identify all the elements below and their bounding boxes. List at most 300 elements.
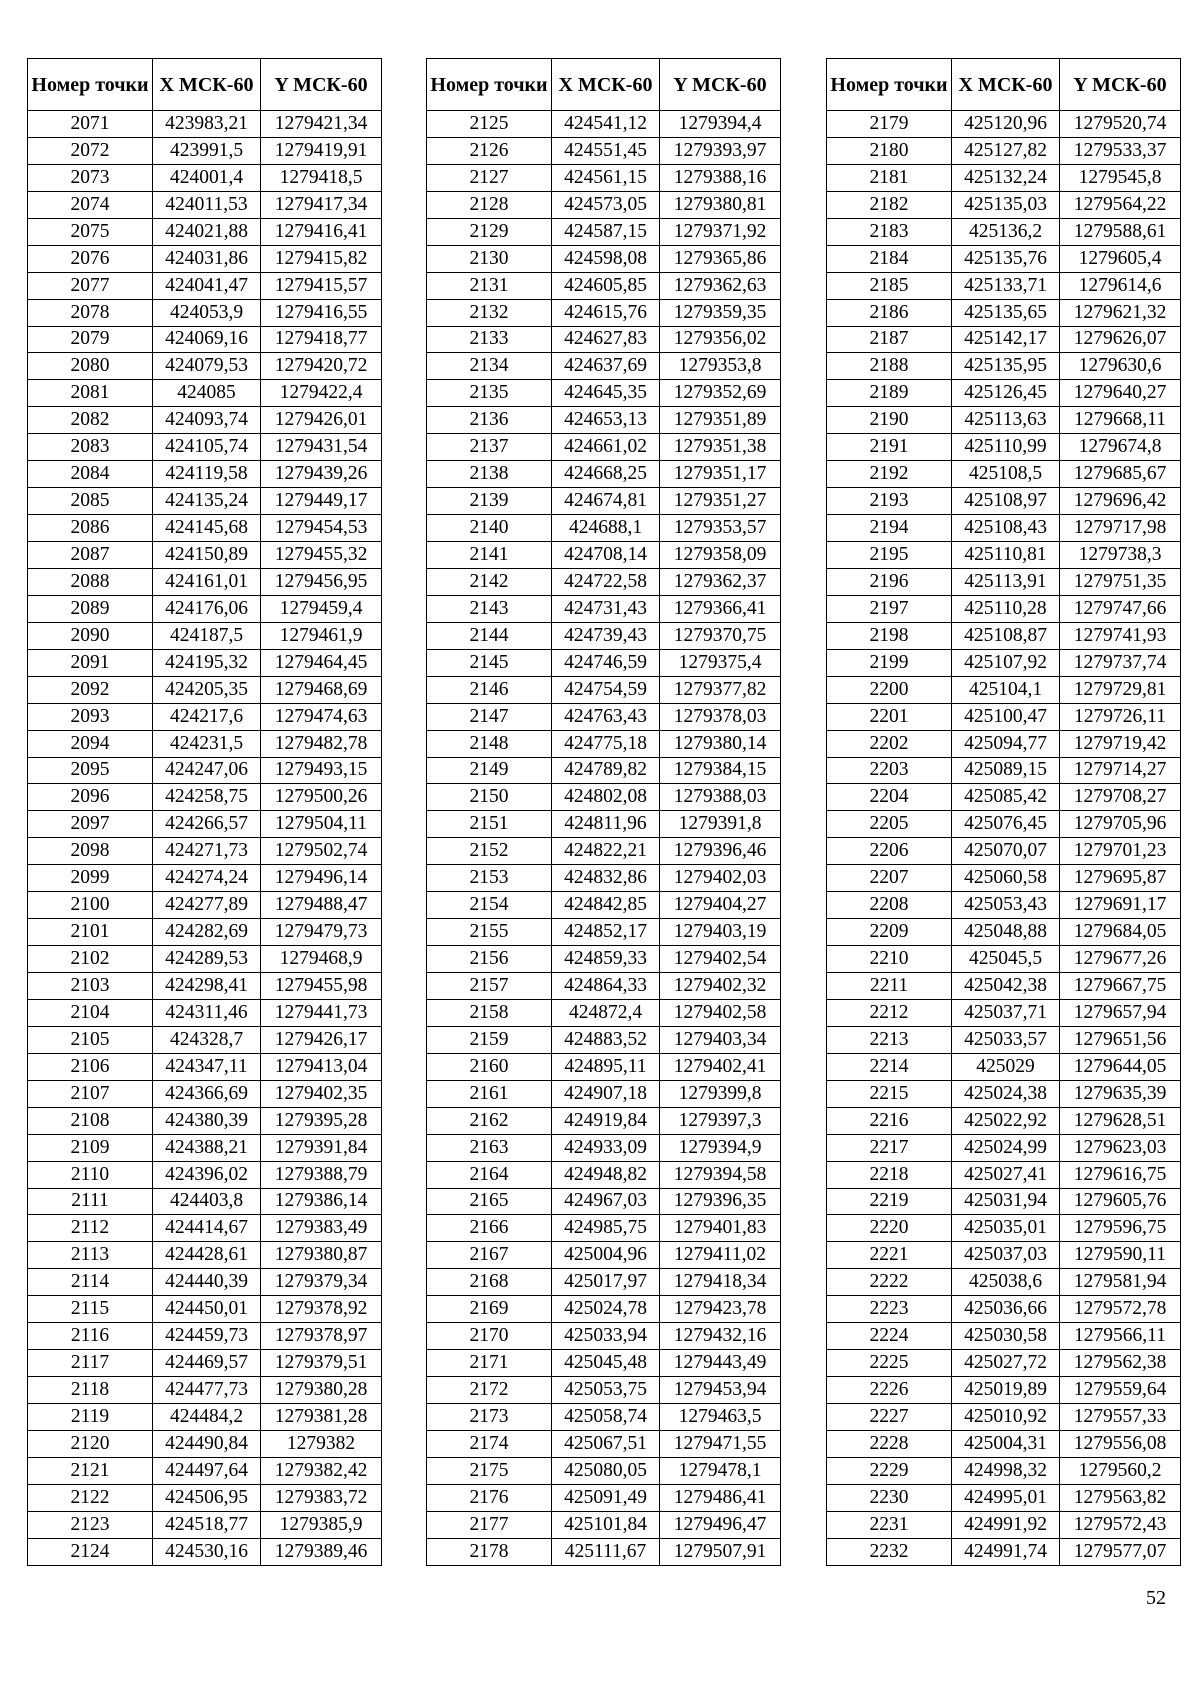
- y-coordinate-cell: 1279623,03: [1060, 1134, 1181, 1161]
- x-coordinate-cell: 425004,96: [552, 1242, 660, 1269]
- y-coordinate-cell: 1279378,92: [261, 1296, 382, 1323]
- x-coordinate-cell: 424587,15: [552, 218, 660, 245]
- point-number-cell: 2144: [427, 622, 552, 649]
- table-row: [427, 191, 781, 218]
- x-coordinate-cell: 425031,94: [952, 1188, 1060, 1215]
- table-row: [827, 676, 1181, 703]
- point-number-cell: 2195: [827, 542, 952, 569]
- y-coordinate-cell: 1279353,8: [660, 353, 781, 380]
- table-row: [28, 919, 382, 946]
- point-number-cell: 2202: [827, 730, 952, 757]
- point-number-cell: 2079: [28, 326, 153, 353]
- table-row: [28, 380, 382, 407]
- table-row: [427, 649, 781, 676]
- x-coordinate-cell: 424079,53: [153, 353, 261, 380]
- point-number-cell: 2083: [28, 434, 153, 461]
- y-coordinate-cell: 1279418,5: [261, 164, 382, 191]
- x-coordinate-cell: 424895,11: [552, 1053, 660, 1080]
- table-row: [28, 434, 382, 461]
- y-coordinate-cell: 1279464,45: [261, 649, 382, 676]
- point-number-cell: 2139: [427, 488, 552, 515]
- table-row: [28, 676, 382, 703]
- x-coordinate-cell: 425037,71: [952, 999, 1060, 1026]
- coordinate-table-2: [426, 58, 781, 1566]
- point-number-cell: 2210: [827, 946, 952, 973]
- x-coordinate-cell: 424872,4: [552, 999, 660, 1026]
- point-number-cell: 2147: [427, 703, 552, 730]
- table-row: [427, 272, 781, 299]
- x-coordinate-cell: 424396,02: [153, 1161, 261, 1188]
- table-row: [827, 1430, 1181, 1457]
- x-coordinate-cell: 425038,6: [952, 1269, 1060, 1296]
- y-coordinate-cell: 1279533,37: [1060, 137, 1181, 164]
- table-row: [827, 946, 1181, 973]
- y-coordinate-cell: 1279701,23: [1060, 838, 1181, 865]
- y-coordinate-cell: 1279394,4: [660, 111, 781, 138]
- table-row: [427, 380, 781, 407]
- x-coordinate-cell: 424403,8: [153, 1188, 261, 1215]
- table-row: [427, 1107, 781, 1134]
- table-row: [28, 1296, 382, 1323]
- table-row: [427, 1377, 781, 1404]
- x-coordinate-cell: 424919,84: [552, 1107, 660, 1134]
- table-row: [427, 1215, 781, 1242]
- point-number-cell: 2196: [827, 568, 952, 595]
- y-coordinate-cell: 1279358,09: [660, 542, 781, 569]
- table-row: [827, 1134, 1181, 1161]
- table-row: [28, 1188, 382, 1215]
- point-number-cell: 2132: [427, 299, 552, 326]
- point-number-cell: 2072: [28, 137, 153, 164]
- table-row: [427, 622, 781, 649]
- table-row: [427, 595, 781, 622]
- x-coordinate-cell: 425027,41: [952, 1161, 1060, 1188]
- y-coordinate-cell: 1279394,58: [660, 1161, 781, 1188]
- x-coordinate-cell: 424428,61: [153, 1242, 261, 1269]
- table-row: [827, 649, 1181, 676]
- x-coordinate-cell: 424311,46: [153, 999, 261, 1026]
- y-coordinate-cell: 1279738,3: [1060, 542, 1181, 569]
- y-coordinate-cell: 1279496,14: [261, 865, 382, 892]
- y-coordinate-cell: 1279402,03: [660, 865, 781, 892]
- x-coordinate-cell: 424347,11: [153, 1053, 261, 1080]
- y-coordinate-cell: 1279403,19: [660, 919, 781, 946]
- x-coordinate-cell: 423983,21: [153, 111, 261, 138]
- table-row: [827, 272, 1181, 299]
- x-coordinate-cell: 424150,89: [153, 542, 261, 569]
- point-number-cell: 2200: [827, 676, 952, 703]
- y-coordinate-cell: 1279388,16: [660, 164, 781, 191]
- x-coordinate-cell: 424907,18: [552, 1080, 660, 1107]
- table-row: [28, 1269, 382, 1296]
- y-coordinate-cell: 1279384,15: [660, 757, 781, 784]
- point-number-cell: 2141: [427, 542, 552, 569]
- x-coordinate-cell: 424674,81: [552, 488, 660, 515]
- point-number-cell: 2102: [28, 946, 153, 973]
- x-coordinate-cell: 424176,06: [153, 595, 261, 622]
- point-number-cell: 2094: [28, 730, 153, 757]
- point-number-cell: 2216: [827, 1107, 952, 1134]
- table-row: [28, 326, 382, 353]
- point-number-cell: 2222: [827, 1269, 952, 1296]
- table-row: [28, 137, 382, 164]
- table-header-row: [827, 59, 1181, 111]
- table-row: [28, 811, 382, 838]
- y-coordinate-cell: 1279621,32: [1060, 299, 1181, 326]
- x-coordinate-cell: 424366,69: [153, 1080, 261, 1107]
- table-row: [827, 164, 1181, 191]
- y-coordinate-cell: 1279378,97: [261, 1323, 382, 1350]
- table-row: [427, 676, 781, 703]
- point-number-cell: 2185: [827, 272, 952, 299]
- point-number-cell: 2142: [427, 568, 552, 595]
- y-coordinate-cell: 1279389,46: [261, 1538, 382, 1565]
- point-number-cell: 2209: [827, 919, 952, 946]
- y-coordinate-cell: 1279463,5: [660, 1404, 781, 1431]
- point-number-cell: 2073: [28, 164, 153, 191]
- table-row: [427, 245, 781, 272]
- table-row: [28, 1026, 382, 1053]
- header-y: Y МСК-60: [261, 59, 382, 111]
- table-row: [28, 865, 382, 892]
- table-row: [427, 1080, 781, 1107]
- table-header-row: [427, 59, 781, 111]
- point-number-cell: 2190: [827, 407, 952, 434]
- x-coordinate-cell: 424069,16: [153, 326, 261, 353]
- x-coordinate-cell: 424615,76: [552, 299, 660, 326]
- y-coordinate-cell: 1279564,22: [1060, 191, 1181, 218]
- x-coordinate-cell: 425135,65: [952, 299, 1060, 326]
- y-coordinate-cell: 1279431,54: [261, 434, 382, 461]
- y-coordinate-cell: 1279556,08: [1060, 1430, 1181, 1457]
- table-row: [427, 1430, 781, 1457]
- page-number: 52: [1146, 1587, 1166, 1609]
- table-row: [427, 1242, 781, 1269]
- y-coordinate-cell: 1279382: [261, 1430, 382, 1457]
- y-coordinate-cell: 1279626,07: [1060, 326, 1181, 353]
- point-number-cell: 2177: [427, 1511, 552, 1538]
- table-row: [827, 407, 1181, 434]
- x-coordinate-cell: 424053,9: [153, 299, 261, 326]
- table-row: [427, 730, 781, 757]
- x-coordinate-cell: 424021,88: [153, 218, 261, 245]
- x-coordinate-cell: 425094,77: [952, 730, 1060, 757]
- point-number-cell: 2082: [28, 407, 153, 434]
- x-coordinate-cell: 424011,53: [153, 191, 261, 218]
- y-coordinate-cell: 1279351,89: [660, 407, 781, 434]
- y-coordinate-cell: 1279381,28: [261, 1404, 382, 1431]
- y-coordinate-cell: 1279382,42: [261, 1457, 382, 1484]
- y-coordinate-cell: 1279351,38: [660, 434, 781, 461]
- x-coordinate-cell: 424205,35: [153, 676, 261, 703]
- table-row: [827, 1511, 1181, 1538]
- x-coordinate-cell: 424802,08: [552, 784, 660, 811]
- y-coordinate-cell: 1279402,41: [660, 1053, 781, 1080]
- table-row: [827, 218, 1181, 245]
- table-row: [427, 973, 781, 1000]
- y-coordinate-cell: 1279352,69: [660, 380, 781, 407]
- point-number-cell: 2143: [427, 595, 552, 622]
- y-coordinate-cell: 1279486,41: [660, 1484, 781, 1511]
- table-row: [827, 811, 1181, 838]
- x-coordinate-cell: 425070,07: [952, 838, 1060, 865]
- table-row: [827, 1107, 1181, 1134]
- point-number-cell: 2078: [28, 299, 153, 326]
- header-y: Y МСК-60: [660, 59, 781, 111]
- point-number-cell: 2159: [427, 1026, 552, 1053]
- point-number-cell: 2183: [827, 218, 952, 245]
- y-coordinate-cell: 1279413,04: [261, 1053, 382, 1080]
- point-number-cell: 2149: [427, 757, 552, 784]
- point-number-cell: 2076: [28, 245, 153, 272]
- x-coordinate-cell: 424266,57: [153, 811, 261, 838]
- point-number-cell: 2150: [427, 784, 552, 811]
- table-row: [427, 568, 781, 595]
- y-coordinate-cell: 1279478,1: [660, 1457, 781, 1484]
- y-coordinate-cell: 1279605,76: [1060, 1188, 1181, 1215]
- point-number-cell: 2194: [827, 515, 952, 542]
- x-coordinate-cell: 424328,7: [153, 1026, 261, 1053]
- x-coordinate-cell: 425024,99: [952, 1134, 1060, 1161]
- y-coordinate-cell: 1279616,75: [1060, 1161, 1181, 1188]
- y-coordinate-cell: 1279581,94: [1060, 1269, 1181, 1296]
- x-coordinate-cell: 425091,49: [552, 1484, 660, 1511]
- x-coordinate-cell: 425142,17: [952, 326, 1060, 353]
- table-row: [28, 461, 382, 488]
- table-row: [427, 164, 781, 191]
- y-coordinate-cell: 1279468,69: [261, 676, 382, 703]
- y-coordinate-cell: 1279426,01: [261, 407, 382, 434]
- x-coordinate-cell: 424031,86: [153, 245, 261, 272]
- y-coordinate-cell: 1279635,39: [1060, 1080, 1181, 1107]
- x-coordinate-cell: 424289,53: [153, 946, 261, 973]
- point-number-cell: 2164: [427, 1161, 552, 1188]
- table-row: [28, 1538, 382, 1565]
- table-row: [28, 973, 382, 1000]
- table-row: [827, 784, 1181, 811]
- point-number-cell: 2217: [827, 1134, 952, 1161]
- y-coordinate-cell: 1279719,42: [1060, 730, 1181, 757]
- y-coordinate-cell: 1279566,11: [1060, 1323, 1181, 1350]
- x-coordinate-cell: 424763,43: [552, 703, 660, 730]
- y-coordinate-cell: 1279455,32: [261, 542, 382, 569]
- point-number-cell: 2115: [28, 1296, 153, 1323]
- x-coordinate-cell: 425110,81: [952, 542, 1060, 569]
- point-number-cell: 2219: [827, 1188, 952, 1215]
- table-row: [827, 1080, 1181, 1107]
- y-coordinate-cell: 1279614,6: [1060, 272, 1181, 299]
- x-coordinate-cell: 425108,43: [952, 515, 1060, 542]
- table-row: [427, 1161, 781, 1188]
- y-coordinate-cell: 1279729,81: [1060, 676, 1181, 703]
- point-number-cell: 2189: [827, 380, 952, 407]
- point-number-cell: 2168: [427, 1269, 552, 1296]
- point-number-cell: 2145: [427, 649, 552, 676]
- y-coordinate-cell: 1279500,26: [261, 784, 382, 811]
- y-coordinate-cell: 1279423,78: [660, 1296, 781, 1323]
- x-coordinate-cell: 425053,75: [552, 1377, 660, 1404]
- table-row: [28, 1107, 382, 1134]
- point-number-cell: 2175: [427, 1457, 552, 1484]
- point-number-cell: 2081: [28, 380, 153, 407]
- table-row: [427, 407, 781, 434]
- y-coordinate-cell: 1279396,35: [660, 1188, 781, 1215]
- point-number-cell: 2135: [427, 380, 552, 407]
- point-number-cell: 2184: [827, 245, 952, 272]
- y-coordinate-cell: 1279685,67: [1060, 461, 1181, 488]
- point-number-cell: 2198: [827, 622, 952, 649]
- x-coordinate-cell: 424933,09: [552, 1134, 660, 1161]
- x-coordinate-cell: 424746,59: [552, 649, 660, 676]
- y-coordinate-cell: 1279562,38: [1060, 1350, 1181, 1377]
- x-coordinate-cell: 425108,97: [952, 488, 1060, 515]
- table-row: [827, 353, 1181, 380]
- x-coordinate-cell: 424450,01: [153, 1296, 261, 1323]
- table-row: [827, 542, 1181, 569]
- table-row: [28, 946, 382, 973]
- table-row: [827, 622, 1181, 649]
- table-row: [427, 1404, 781, 1431]
- y-coordinate-cell: 1279417,34: [261, 191, 382, 218]
- x-coordinate-cell: 424859,33: [552, 946, 660, 973]
- x-coordinate-cell: 424653,13: [552, 407, 660, 434]
- y-coordinate-cell: 1279474,63: [261, 703, 382, 730]
- y-coordinate-cell: 1279370,75: [660, 622, 781, 649]
- x-coordinate-cell: 424722,58: [552, 568, 660, 595]
- table-row: [827, 1538, 1181, 1565]
- point-number-cell: 2182: [827, 191, 952, 218]
- y-coordinate-cell: 1279644,05: [1060, 1053, 1181, 1080]
- table-row: [827, 434, 1181, 461]
- point-number-cell: 2118: [28, 1377, 153, 1404]
- x-coordinate-cell: 424967,03: [552, 1188, 660, 1215]
- y-coordinate-cell: 1279557,33: [1060, 1404, 1181, 1431]
- x-coordinate-cell: 425030,58: [952, 1323, 1060, 1350]
- table-row: [827, 892, 1181, 919]
- table-row: [827, 1350, 1181, 1377]
- y-coordinate-cell: 1279691,17: [1060, 892, 1181, 919]
- point-number-cell: 2205: [827, 811, 952, 838]
- coordinate-table-3: [826, 58, 1181, 1566]
- x-coordinate-cell: 425033,57: [952, 1026, 1060, 1053]
- x-coordinate-cell: 425108,5: [952, 461, 1060, 488]
- y-coordinate-cell: 1279496,47: [660, 1511, 781, 1538]
- point-number-cell: 2117: [28, 1350, 153, 1377]
- y-coordinate-cell: 1279741,93: [1060, 622, 1181, 649]
- table-row: [28, 1161, 382, 1188]
- y-coordinate-cell: 1279468,9: [261, 946, 382, 973]
- y-coordinate-cell: 1279418,77: [261, 326, 382, 353]
- table-row: [28, 272, 382, 299]
- x-coordinate-cell: 425045,5: [952, 946, 1060, 973]
- point-number-cell: 2089: [28, 595, 153, 622]
- point-number-cell: 2100: [28, 892, 153, 919]
- point-number-cell: 2199: [827, 649, 952, 676]
- x-coordinate-cell: 424506,95: [153, 1484, 261, 1511]
- y-coordinate-cell: 1279545,8: [1060, 164, 1181, 191]
- table-row: [28, 1134, 382, 1161]
- point-number-cell: 2119: [28, 1404, 153, 1431]
- y-coordinate-cell: 1279401,83: [660, 1215, 781, 1242]
- y-coordinate-cell: 1279403,34: [660, 1026, 781, 1053]
- table-row: [28, 595, 382, 622]
- x-coordinate-cell: 424598,08: [552, 245, 660, 272]
- y-coordinate-cell: 1279415,57: [261, 272, 382, 299]
- y-coordinate-cell: 1279684,05: [1060, 919, 1181, 946]
- table-row: [427, 461, 781, 488]
- point-number-cell: 2165: [427, 1188, 552, 1215]
- table-row: [28, 1457, 382, 1484]
- y-coordinate-cell: 1279726,11: [1060, 703, 1181, 730]
- x-coordinate-cell: 425120,96: [952, 111, 1060, 138]
- table-row: [28, 1511, 382, 1538]
- x-coordinate-cell: 424085: [153, 380, 261, 407]
- point-number-cell: 2197: [827, 595, 952, 622]
- x-coordinate-cell: 425045,48: [552, 1350, 660, 1377]
- point-number-cell: 2134: [427, 353, 552, 380]
- y-coordinate-cell: 1279379,34: [261, 1269, 382, 1296]
- x-coordinate-cell: 425024,78: [552, 1296, 660, 1323]
- y-coordinate-cell: 1279422,4: [261, 380, 382, 407]
- x-coordinate-cell: 424852,17: [552, 919, 660, 946]
- point-number-cell: 2123: [28, 1511, 153, 1538]
- point-number-cell: 2138: [427, 461, 552, 488]
- x-coordinate-cell: 424388,21: [153, 1134, 261, 1161]
- point-number-cell: 2133: [427, 326, 552, 353]
- point-number-cell: 2080: [28, 353, 153, 380]
- y-coordinate-cell: 1279432,16: [660, 1323, 781, 1350]
- point-number-cell: 2226: [827, 1377, 952, 1404]
- x-coordinate-cell: 425076,45: [952, 811, 1060, 838]
- point-number-cell: 2192: [827, 461, 952, 488]
- table-row: [827, 865, 1181, 892]
- point-number-cell: 2161: [427, 1080, 552, 1107]
- y-coordinate-cell: 1279421,34: [261, 111, 382, 138]
- x-coordinate-cell: 424274,24: [153, 865, 261, 892]
- y-coordinate-cell: 1279560,2: [1060, 1457, 1181, 1484]
- x-coordinate-cell: 425042,38: [952, 973, 1060, 1000]
- x-coordinate-cell: 425058,74: [552, 1404, 660, 1431]
- point-number-cell: 2176: [427, 1484, 552, 1511]
- header-x: X МСК-60: [952, 59, 1060, 111]
- x-coordinate-cell: 425135,95: [952, 353, 1060, 380]
- x-coordinate-cell: 425053,43: [952, 892, 1060, 919]
- table-row: [827, 919, 1181, 946]
- table-row: [28, 1430, 382, 1457]
- y-coordinate-cell: 1279386,14: [261, 1188, 382, 1215]
- table-row: [28, 568, 382, 595]
- table-row: [827, 1377, 1181, 1404]
- table-row: [827, 973, 1181, 1000]
- table-row: [427, 757, 781, 784]
- table-row: [28, 1484, 382, 1511]
- point-number-cell: 2095: [28, 757, 153, 784]
- x-coordinate-cell: 424195,32: [153, 649, 261, 676]
- x-coordinate-cell: 424775,18: [552, 730, 660, 757]
- y-coordinate-cell: 1279507,91: [660, 1538, 781, 1565]
- point-number-cell: 2130: [427, 245, 552, 272]
- y-coordinate-cell: 1279596,75: [1060, 1215, 1181, 1242]
- table-row: [827, 757, 1181, 784]
- y-coordinate-cell: 1279388,03: [660, 784, 781, 811]
- x-coordinate-cell: 425029: [952, 1053, 1060, 1080]
- point-number-cell: 2113: [28, 1242, 153, 1269]
- table-row: [827, 326, 1181, 353]
- table-row: [827, 999, 1181, 1026]
- x-coordinate-cell: 424605,85: [552, 272, 660, 299]
- point-number-cell: 2086: [28, 515, 153, 542]
- point-number-cell: 2188: [827, 353, 952, 380]
